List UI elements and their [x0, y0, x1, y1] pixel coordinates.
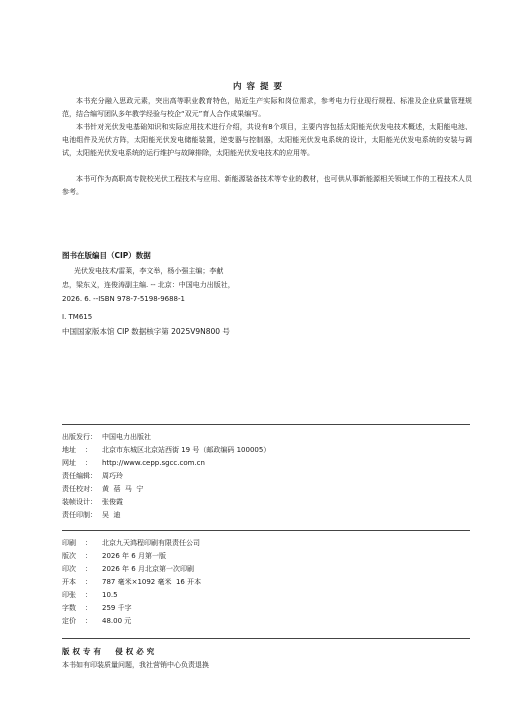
publish-value: 张俊霞	[102, 498, 123, 506]
cip-line-2: 忠，梁东义，连俊涛副主编. -- 北京：中国电力出版社，	[62, 281, 235, 289]
print-label: 印刷 ：	[62, 539, 92, 547]
publish-value: 北京市东城区北京站西街 19 号（邮政编码 100005）	[102, 446, 271, 454]
publish-row-printing-supervisor	[62, 509, 120, 521]
copyright-note: 本书如有印装质量问题，我社营销中心负责退换	[62, 661, 209, 669]
copyright-title: 版权专有 侵权必究	[62, 647, 158, 656]
publish-row-address	[62, 444, 270, 456]
divider-middle	[62, 530, 470, 531]
print-row-edition	[62, 550, 166, 562]
summary-paragraph-2: 本书针对光伏发电基础知识和实际应用技术进行介绍，共设有8个项目，主要内容包括太阳能光伏发电技术概述，太阳能电池、电池组件及光伏方阵，太阳能光伏发电储能装置，逆变器与控制器，太阳能光伏发电系统的设计，太阳能光伏发电系统的安装与调试，太阳能光伏发电系统的运行维护与故障排除，太阳能光伏发电技术的应用等。	[62, 123, 472, 157]
divider-top	[62, 424, 470, 425]
summary-title: 内容提要	[232, 82, 287, 92]
publish-row-designer	[62, 496, 123, 508]
print-row-sheets	[62, 589, 118, 601]
publish-label: 地址 ：	[62, 446, 92, 454]
print-row-printer	[62, 537, 200, 549]
print-row-format	[62, 576, 201, 588]
cip-line-3: 2026. 6. --ISBN 978-7-5198-9688-1	[62, 295, 185, 303]
publish-row-proofreader	[62, 483, 143, 495]
publish-value: 吴 迪	[102, 511, 121, 519]
publish-value: 周巧玲	[102, 472, 123, 480]
publish-label: 责任编辑：	[62, 472, 97, 480]
print-row-price	[62, 615, 131, 627]
publish-value: 中国电力出版社	[102, 433, 151, 441]
print-value: 48.00 元	[102, 617, 132, 625]
publish-value: http://www.cepp.sgcc.com.cn	[102, 459, 205, 467]
print-label: 开本 ：	[62, 578, 92, 586]
summary-paragraph-3: 本书可作为高职高专院校光伏工程技术与应用、新能源装备技术等专业的教材，也可供从事新能源相关领域工作的工程技术人员参考。	[62, 175, 472, 196]
publish-label: 责任印制：	[62, 511, 97, 519]
print-row-word-count	[62, 602, 132, 614]
print-value: 787 毫米×1092 毫米 16 开本	[102, 578, 202, 586]
cip-title: 图书在版编目（CIP）数据	[62, 251, 151, 260]
cip-record-number: 中国国家版本馆 CIP 数据核字第 2025V9N800 号	[62, 327, 230, 336]
publish-label: 出版发行：	[62, 433, 97, 441]
publish-label: 装帧设计：	[62, 498, 97, 506]
publish-row-publisher	[62, 431, 151, 443]
publish-value: 黄 蓓 马 宁	[102, 485, 144, 493]
print-value: 259 千字	[102, 604, 132, 612]
publish-row-editor	[62, 470, 123, 482]
publish-label: 网址 ：	[62, 459, 92, 467]
publish-label: 责任校对：	[62, 485, 97, 493]
print-label: 版次 ：	[62, 552, 92, 560]
print-value: 10.5	[102, 591, 118, 599]
print-label: 印次 ：	[62, 565, 92, 573]
print-value: 2026 年 6 月第一版	[102, 552, 166, 560]
cip-line-1: 光伏发电技术/雷莱，李文举，杨小强主编；李献	[74, 267, 224, 275]
print-label: 字数 ：	[62, 604, 92, 612]
divider-bottom	[62, 638, 470, 639]
print-value: 北京九天鸿程印刷有限责任公司	[102, 539, 200, 547]
print-label: 定价 ：	[62, 617, 92, 625]
print-value: 2026 年 6 月北京第一次印刷	[102, 565, 194, 573]
cip-classification: Ⅰ. TM615	[62, 313, 93, 321]
print-label: 印张 ：	[62, 591, 92, 599]
summary-paragraph-1: 本书充分融入思政元素，突出高等职业教育特色，贴近生产实际和岗位需求，参考电力行业现行规程、标准及企业质量管理规范，结合编写团队多年教学经验与校企“双元”育人合作成果编写。	[62, 97, 472, 118]
publish-row-website	[62, 457, 205, 469]
print-row-impression	[62, 563, 194, 575]
